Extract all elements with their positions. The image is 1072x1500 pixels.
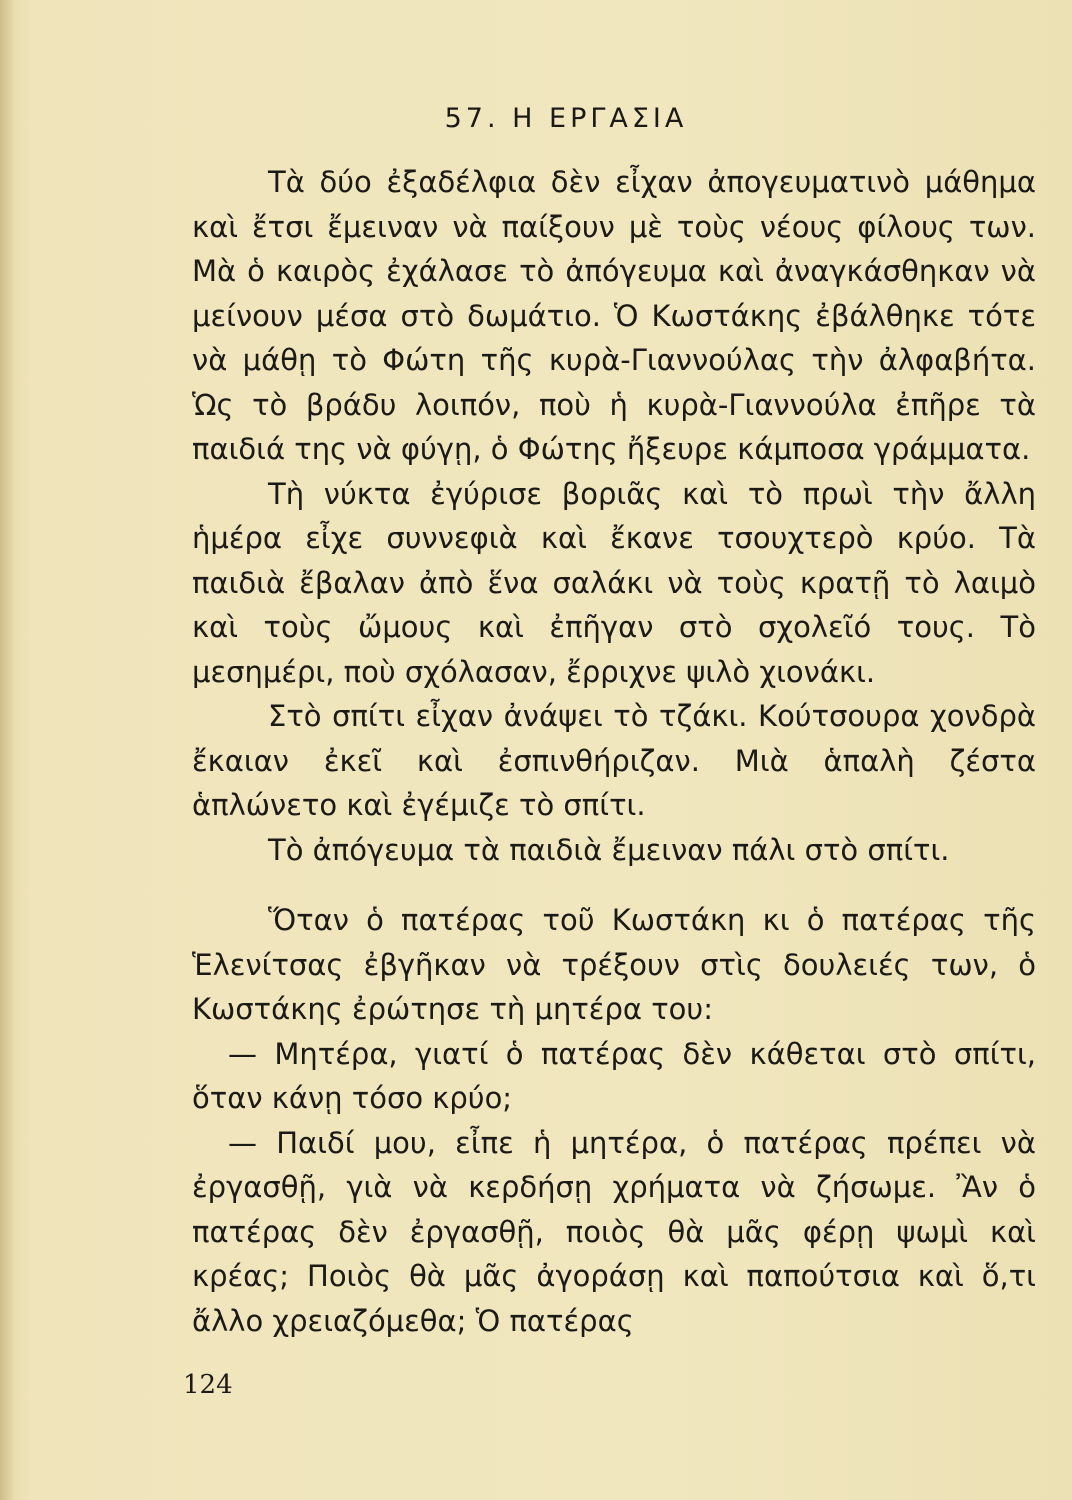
paragraph-5: Ὅταν ὁ πατέρας τοῦ Κωστάκη κι ὁ πατέρας τῆς Ἑλενίτσας ἐβγῆκαν νὰ τρέξουν στὶς δουλειές των, ὁ Κωστάκης ἐρώτησε τὴ μητέρα του: <box>192 903 1036 1026</box>
paragraph-2: Τὴ νύκτα ἐγύρισε βοριᾶς καὶ τὸ πρωὶ τὴν ἄλλη ἡμέρα εἶχε συννεφιὰ καὶ ἔκανε τσουχτερὸ κρύο. Τὰ παιδιὰ ἔβαλαν ἀπὸ ἕνα σαλάκι νὰ τοὺς κρατῇ τὸ λαιμὸ καὶ τοὺς ὤμους καὶ ἐπῆγαν στὸ σχολεῖό τους. Τὸ μεσημέρι, ποὺ σχόλασαν, ἔρριχνε ψιλὸ χιονάκι. <box>192 476 1036 689</box>
paragraph-3: Στὸ σπίτι εἶχαν ἀνάψει τὸ τζάκι. Κούτσουρα χονδρὰ ἔκαιαν ἐκεῖ καὶ ἐσπινθήριζαν. Μιὰ ἁπαλὴ ζέστα ἁπλώνετο καὶ ἐγέμιζε τὸ σπίτι. <box>192 699 1036 822</box>
paragraph-1: Τὰ δύο ἐξαδέλφια δὲν εἶχαν ἀπογευματινὸ μάθημα καὶ ἔτσι ἔμειναν νὰ παίξουν μὲ τοὺς νέους φίλους των. Μὰ ὁ καιρὸς ἐχάλασε τὸ ἀπόγευμα καὶ ἀναγκάσθηκαν νὰ μείνουν μέσα στὸ δωμάτιο. Ὁ Κωστάκης ἐβάλθηκε τότε νὰ μάθῃ τὸ Φώτη τῆς κυρὰ-Γιαννούλας τὴν ἀλφαβήτα. Ὡς τὸ βράδυ λοιπόν, ποὺ ἡ κυρὰ-Γιαννούλα ἐπῆρε τὰ παιδιά της νὰ φύγῃ, ὁ Φώτης ἤξευρε κάμποσα γράμματα. <box>192 165 1036 466</box>
body-text <box>192 160 1036 1343</box>
chapter-title: 57. Η ΕΡΓΑΣΙΑ <box>444 103 688 134</box>
page-spine-shadow <box>0 0 14 1500</box>
paragraph-4: Τὸ ἀπόγευμα τὰ παιδιὰ ἔμειναν πάλι στὸ σπίτι. <box>268 832 950 867</box>
dialogue-line-1: — Μητέρα, γιατί ὁ πατέρας δὲν κάθεται στὸ σπίτι, ὅταν κάνῃ τόσο κρύο; <box>192 1036 1036 1115</box>
page-number: 124 <box>183 1370 233 1400</box>
dialogue-line-2: — Παιδί μου, εἶπε ἡ μητέρα, ὁ πατέρας πρέπει νὰ ἐργασθῇ, γιὰ νὰ κερδήσῃ χρήματα νὰ ζήσωμε. Ἂν ὁ πατέρας δὲν ἐργασθῇ, ποιὸς θὰ μᾶς φέρῃ ψωμὶ καὶ κρέας; Ποιὸς θὰ μᾶς ἀγοράσῃ καὶ παπούτσια καὶ ὅ,τι ἄλλο χρειαζόμεθα; Ὁ πατέρας <box>192 1125 1036 1338</box>
